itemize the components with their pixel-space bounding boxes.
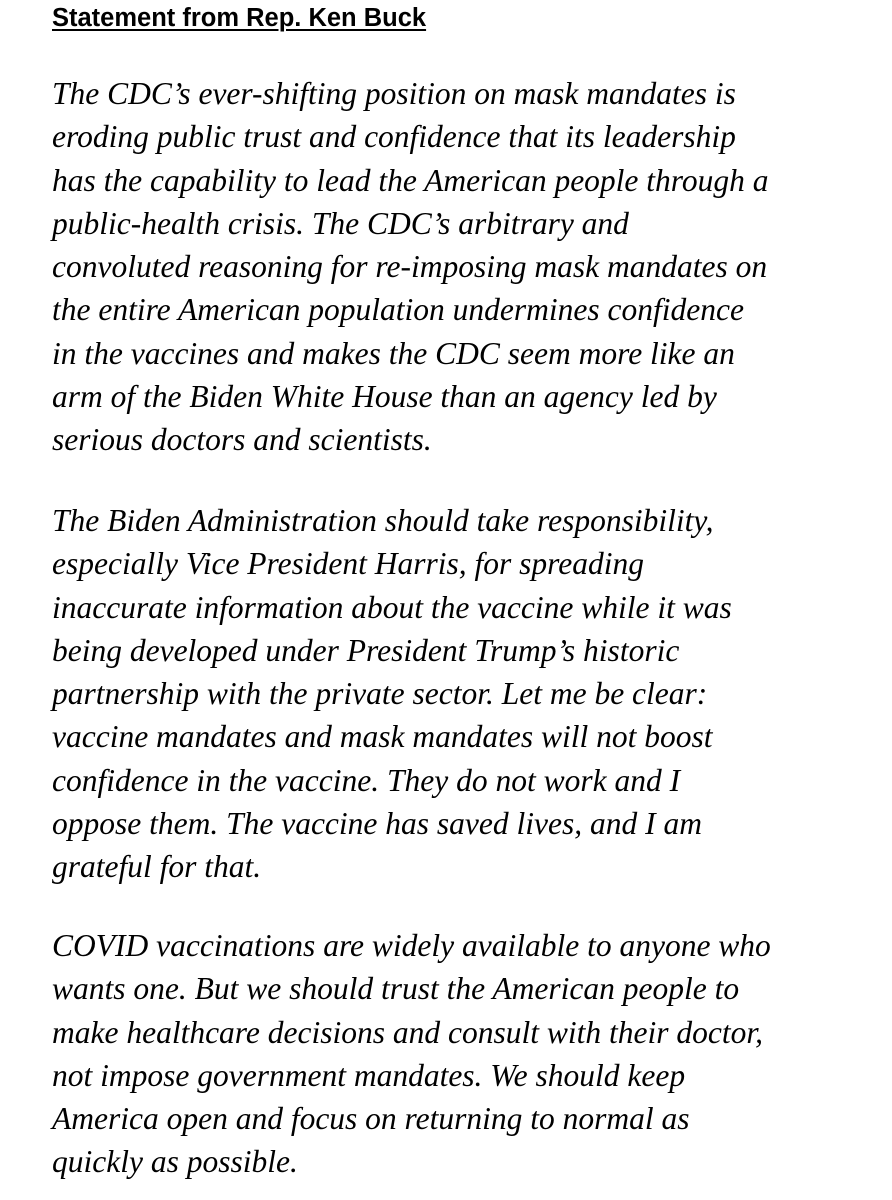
paragraph-line: America open and focus on returning to normal as xyxy=(52,1101,690,1137)
paragraph-line: not impose government mandates. We should keep xyxy=(52,1057,686,1093)
paragraph-line: serious doctors and scientists. xyxy=(52,422,432,458)
paragraph-line: especially Vice President Harris, for spreading xyxy=(52,546,644,582)
paragraph-line: wants one. But we should trust the American people to xyxy=(52,971,740,1007)
paragraph-2 xyxy=(52,499,872,889)
paragraph-line: the entire American population undermines confidence xyxy=(52,292,744,328)
paragraph-line: The CDC’s ever-shifting position on mask mandates is xyxy=(52,76,736,111)
paragraph-line: make healthcare decisions and consult with their doctor, xyxy=(52,1014,763,1050)
paragraph-line: COVID vaccinations are widely available to anyone who xyxy=(52,928,771,963)
paragraph-line: arm of the Biden White House than an agency led by xyxy=(52,379,717,415)
paragraph-line: oppose them. The vaccine has saved lives, and I am xyxy=(52,806,702,842)
paragraph-line: partnership with the private sector. Let me be clear: xyxy=(52,676,708,712)
paragraph-3 xyxy=(52,924,872,1184)
paragraph-line: The Biden Administration should take responsibility, xyxy=(52,503,714,538)
statement-title: Statement from Rep. Ken Buck xyxy=(52,4,427,32)
paragraph-line: public-health crisis. The CDC’s arbitrary and xyxy=(52,205,629,241)
paragraph-line: confidence in the vaccine. They do not work and I xyxy=(52,762,681,798)
paragraph-line: quickly as possible. xyxy=(52,1144,298,1180)
paragraph-line: eroding public trust and confidence that its leadership xyxy=(52,119,736,155)
paragraph-line: grateful for that. xyxy=(52,849,262,885)
paragraph-1 xyxy=(52,72,872,462)
paragraph-line: in the vaccines and makes the CDC seem more like an xyxy=(52,335,735,371)
paragraph-line: inaccurate information about the vaccine while it was xyxy=(52,589,732,625)
paragraph-line: vaccine mandates and mask mandates will not boost xyxy=(52,719,713,755)
paragraph-line: has the capability to lead the American people through a xyxy=(52,162,769,198)
paragraph-line: being developed under President Trump’s historic xyxy=(52,632,680,668)
paragraph-line: convoluted reasoning for re-imposing mask mandates on xyxy=(52,249,768,285)
